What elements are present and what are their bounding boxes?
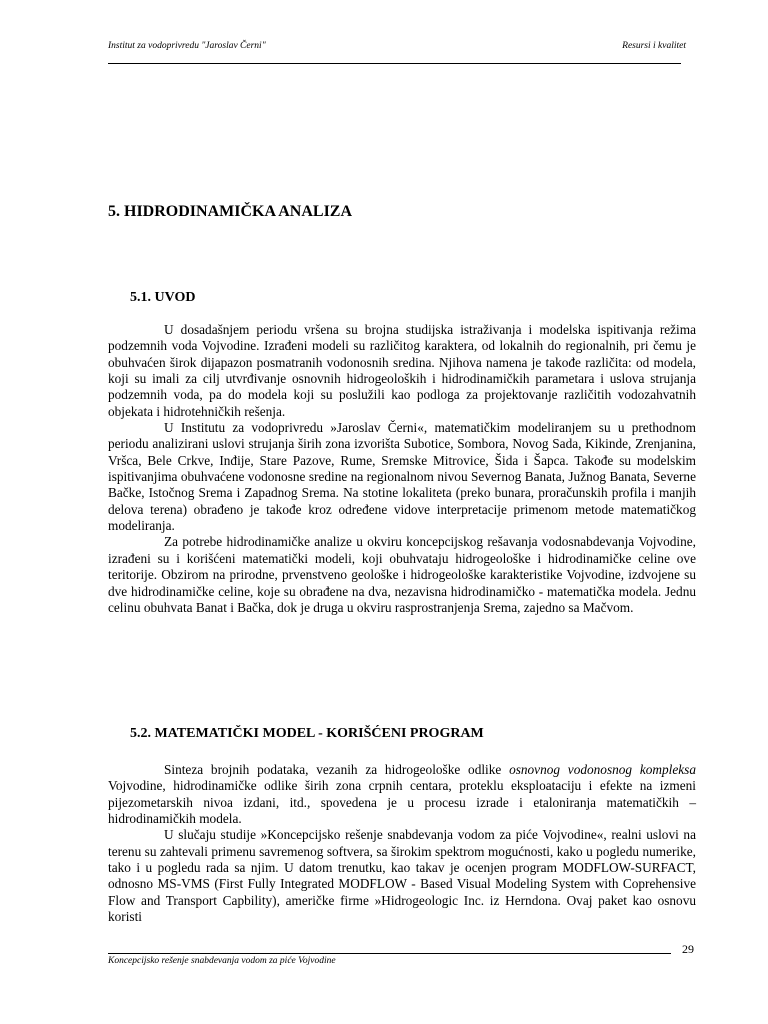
running-header xyxy=(108,41,686,51)
paragraph-text: Sinteza brojnih podataka, vezanih za hidrogeološke odlike xyxy=(164,762,510,777)
paragraph: U Institutu za vodoprivredu »Jaroslav Černi«, matematičkim modeliranjem su u prethodnom periodu analizirani uslovi strujanja širih zona izvorišta Subotice, Sombora, Novog Sada, Kikinde, Zrenjanina, Vršca, Bele Crkve, Inđije, Stare Pazove, Rume, Sremske Mitrovice, Šida i Šapca. Takođe su modelskim ispitivanjima obuhvaćene vodonosne sredine na regionalnom nivou Severnog Banata, Južnog Banata, Severne Bačke, Istočnog Srema i Zapadnog Srema. Na stotine lokaliteta (preko bunara, proračunskih profila i manjih delova terena) obrađeno je takođe kroz određene vidove interpretacije primenom metode matematičkog modeliranja. xyxy=(108,420,696,534)
italic-term: osnovnog vodonosnog kompleksa xyxy=(509,762,696,777)
section-heading-model: 5.2. MATEMATIČKI MODEL - KORIŠĆENI PROGRAM xyxy=(130,726,484,741)
chapter-title: 5. HIDRODINAMIČKA ANALIZA xyxy=(108,203,353,220)
header-institute: Institut za vodoprivredu "Jaroslav Černi" xyxy=(108,41,266,51)
paragraph xyxy=(108,762,696,827)
header-section: Resursi i kvalitet xyxy=(622,41,686,51)
section-model-body xyxy=(108,762,696,925)
running-footer: Koncepcijsko rešenje snabdevanja vodom za piće Vojvodine xyxy=(108,956,336,966)
section-heading-uvod: 5.1. UVOD xyxy=(130,290,196,305)
paragraph: Za potrebe hidrodinamičke analize u okviru koncepcijskog rešavanja vodosnabdevanja Vojvodine, izrađeni su i korišćeni matematički modeli, koji obuhvataju hidrogeološke i hidrodinamičke celine ove teritorije. Obzirom na prirodne, prvenstveno geološke i hidrogeološke karakteristike Vojvodine, izdvojene su dve hidrodinamičke celine, koje su obrađene na dva, nezavisna hidrodinamičko - matematička modela. Jednu celinu obuhvata Banat i Bačka, dok je druga u okviru rasprostranjenja Srema, zajedno sa Mačvom. xyxy=(108,534,696,615)
section-uvod-body xyxy=(108,322,696,616)
paragraph: U dosadašnjem periodu vršena su brojna studijska istraživanja i modelska ispitivanja režima podzemnih voda Vojvodine. Izrađeni modeli su različitog karaktera, od lokalnih do regionalnih, pri čemu je obuhvaćen širok dijapazon posmatranih vodonosnih sredina. Njihova namena je takođe različita: od modela, koji su imali za cilj utvrđivanje osnovnih hidrogeoloških i hidrodinamičkih parametara i uslova strujanja podzemnih voda, pa do modela koji su poslužili kao podloga za projektovanje različitih vodozahvatnih objekata i hidrotehničkih rešenja. xyxy=(108,322,696,419)
header-rule xyxy=(108,63,681,64)
page-number: 29 xyxy=(682,942,694,956)
footer-rule xyxy=(108,953,671,954)
paragraph: U slučaju studije »Koncepcijsko rešenje snabdevanja vodom za piće Vojvodine«, realni uslovi na terenu su zahtevali primenu savremenog softvera, sa širokim spektrom mogućnosti, kako u pogledu numerike, tako i u pogledu rada sa njim. U datom trenutku, kao takav je ocenjen program MODFLOW-SURFACT, odnosno MS-VMS (First Fully Integrated MODFLOW - Based Visual Modeling System with Coprehensive Flow and Transport Capbility), američke firme »Hidrogeologic Inc. iz Herndona. Ovaj paket kao osnovu koristi xyxy=(108,827,696,925)
paragraph-text: Vojvodine, hidrodinamičke odlike širih zona crpnih centara, proteklu eksploataciju i efekte na izmeni pijezometarskih nivoa izdani, itd., spovedena je u procesu izrade i etaloniranja matematičkih – hidrodinamičkih modela. xyxy=(108,778,696,827)
